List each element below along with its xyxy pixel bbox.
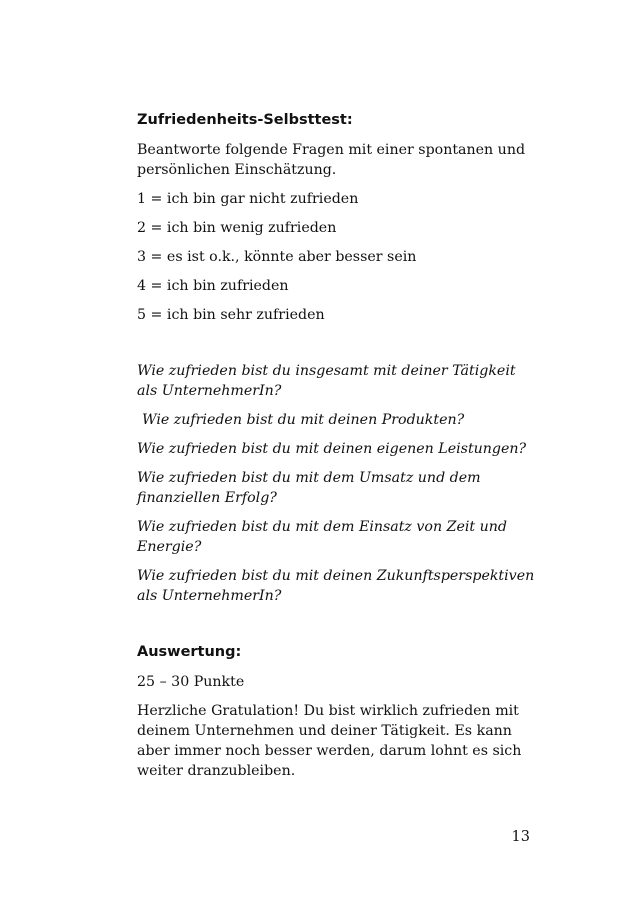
question-5: Wie zufrieden bist du mit dem Einsatz von Zeit und Energie?	[137, 519, 507, 555]
scale-item-5: 5 = ich bin sehr zufrieden	[137, 307, 325, 323]
question-2: Wie zufrieden bist du mit deinen Produkten?	[142, 412, 465, 428]
question-3: Wie zufrieden bist du mit deinen eigenen Leistungen?	[137, 441, 527, 457]
page-title: Zufriedenheits-Selbsttest:	[137, 112, 353, 128]
question-list	[137, 361, 537, 606]
scale-item-2: 2 = ich bin wenig zufrieden	[137, 220, 337, 236]
rating-scale	[137, 189, 537, 325]
page-number: 13	[511, 829, 530, 845]
intro-paragraph: Beantworte folgende Fragen mit einer spontanen und persönlichen Einschätzung.	[137, 142, 526, 178]
page-content	[137, 110, 537, 790]
question-4: Wie zufrieden bist du mit dem Umsatz und dem finanziellen Erfolg?	[137, 470, 481, 506]
evaluation-section	[137, 642, 537, 781]
evaluation-heading: Auswertung:	[137, 644, 242, 660]
question-1: Wie zufrieden bist du insgesamt mit deiner Tätigkeit als UnternehmerIn?	[137, 363, 516, 399]
scale-item-1: 1 = ich bin gar nicht zufrieden	[137, 191, 359, 207]
scale-item-4: 4 = ich bin zufrieden	[137, 278, 289, 294]
evaluation-range: 25 – 30 Punkte	[137, 674, 245, 690]
scale-item-3: 3 = es ist o.k., könnte aber besser sein	[137, 249, 417, 265]
evaluation-text: Herzliche Gratulation! Du bist wirklich zufrieden mit deinem Unternehmen und deiner Tätigkeit. Es kann aber immer noch besser werden, darum lohnt es sich weiter dranzubleiben.	[137, 703, 522, 779]
question-6: Wie zufrieden bist du mit deinen Zukunftsperspektiven als UnternehmerIn?	[137, 568, 535, 604]
